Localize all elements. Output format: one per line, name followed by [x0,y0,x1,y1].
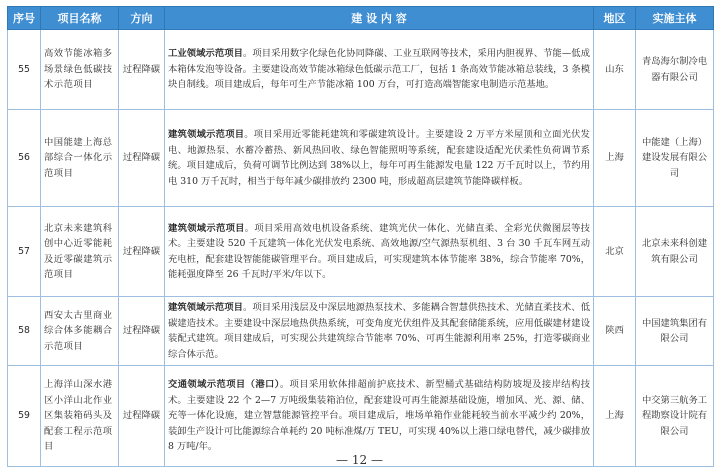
row-direction: 过程降碳 [119,30,165,110]
row-direction: 过程降碳 [119,297,165,366]
row-name: 高效节能冰箱多场景绿色低碳技术示范项目 [41,30,119,110]
row-region: 陕西 [594,297,636,366]
row-region: 山东 [594,30,636,110]
content-text: 。项目采用高效电机设备系统、建筑光伏一体化、光储直柔、全彩光伏微图层等技术。主要建设 520 千瓦建筑一体化光伏发电系统、高效地源/空气源热泵机组、3 台 30 千瓦车网互动充电桩，配套建设智能能碳管理平台。项目建成后，可实现建筑本体节能率 38%，综合节能率 70%，能耗强度降至 26 千瓦时/平米/年以下。 [168,222,590,280]
page-number: — 12 — [336,453,383,467]
header-content: 建 设 内 容 [165,7,594,30]
row-index: 56 [8,110,41,207]
row-content [165,207,594,297]
row-index: 57 [8,207,41,297]
table-row [8,110,714,207]
row-content [165,366,594,467]
row-org: 北京未来科创建筑有限公司 [636,207,714,297]
row-region: 上海 [594,110,636,207]
content-type: 工业领域示范项目 [168,48,244,60]
content-text: 。项目采用软体排超前护底技术、新型桶式基础结构防坡堤及接岸结构技术。主要建设 22 个 2—7 万吨级集装箱泊位，配套建设可再生能源基础设施，增加风、光、源、储、充等一体化设施，建立智慧能源管控平台。项目建成后，堆场单箱作业能耗较当前水平减少约 20%，装卸生产设计可比能源综合单耗约 20 吨标准煤/万 TEU，可实现 40%以上港口绿电替代，减少碳排放 8 万吨/年。 [168,379,590,453]
header-direction: 方向 [119,7,165,30]
row-index: 59 [8,366,41,467]
header-region: 地区 [594,7,636,30]
row-content [165,30,594,110]
header-org: 实施主体 [636,7,714,30]
table-row [8,366,714,467]
row-direction: 过程降碳 [119,110,165,207]
content-type: 交通领域示范项目（港口） [168,379,280,391]
content-type: 建筑领域示范项目 [168,302,244,313]
header-name: 项目名称 [41,7,119,30]
row-region: 北京 [594,207,636,297]
row-index: 55 [8,30,41,110]
table-row [8,297,714,366]
table-row [8,207,714,297]
row-region: 上海 [594,366,636,467]
row-name: 上海洋山深水港区小洋山北作业区集装箱码头及配套工程示范项目 [41,366,119,467]
table-header-row [8,7,714,30]
row-name: 北京未来建筑科创中心近零能耗及近零碳建筑示范项目 [41,207,119,297]
content-type: 建筑领域示范项目 [168,222,245,234]
row-index: 58 [8,297,41,366]
content-text: 。项目采用浅层及中深层地源热泵技术、多能耦合智慧供热技术、光储直柔技术、低碳建造技术。主要建设中深层地热供热系统，可变角度光伏组件及其配套储能系统，应用低碳建材建设装配式建筑。项目建成后，可实现公共建筑综合节能率 70%、可再生能源利用率 25%，打造零碳商业综合体示范。 [168,302,590,360]
table-row [8,30,714,110]
content-text: 。项目采用近零能耗建筑和零碳建筑设计。主要建设 2 万平方米屋顶和立面光伏发电、地源热泵、水蓄冷蓄热、新风热回收、绿色智能照明等系统，配套建设适配光伏柔性负荷调节系统。项目建成后，负荷可调节比例达到 38%以上，每年可再生能源发电量 122 万千瓦时以上，节约用电 310 万千瓦时，相当于每年减少碳排放约 2300 吨，形成超高层建筑节能降碳样板。 [168,129,590,187]
row-org: 中国建筑集团有限公司 [636,297,714,366]
projects-table [7,6,714,467]
header-index: 序号 [8,7,41,30]
row-org: 中交第三航务工程勘察设计院有限公司 [636,366,714,467]
row-content [165,110,594,207]
content-type: 建筑领域示范项目 [168,129,245,140]
row-org: 中能建（上海）建设发展有限公司 [636,110,714,207]
row-direction: 过程降碳 [119,366,165,467]
row-name: 西安太古里商业综合体多能耦合示范项目 [41,297,119,366]
row-content [165,297,594,366]
row-direction: 过程降碳 [119,207,165,297]
content-text: 。项目采用数字化绿色化协同降碳、工业互联网等技术，采用内胆视界、节能—低成本箱体发泡等设备。主要建设高效节能冰箱绿色低碳示范工厂，包括 1 条高效节能冰箱总装线，3 条模块自制线。项目建成后，每年可生产节能冰箱 100 万台，可打造高端智能家电制造示范基地。 [168,48,590,91]
row-name: 中国能建上海总部综合一体化示范项目 [41,110,119,207]
row-org: 青岛海尔制冷电器有限公司 [636,30,714,110]
